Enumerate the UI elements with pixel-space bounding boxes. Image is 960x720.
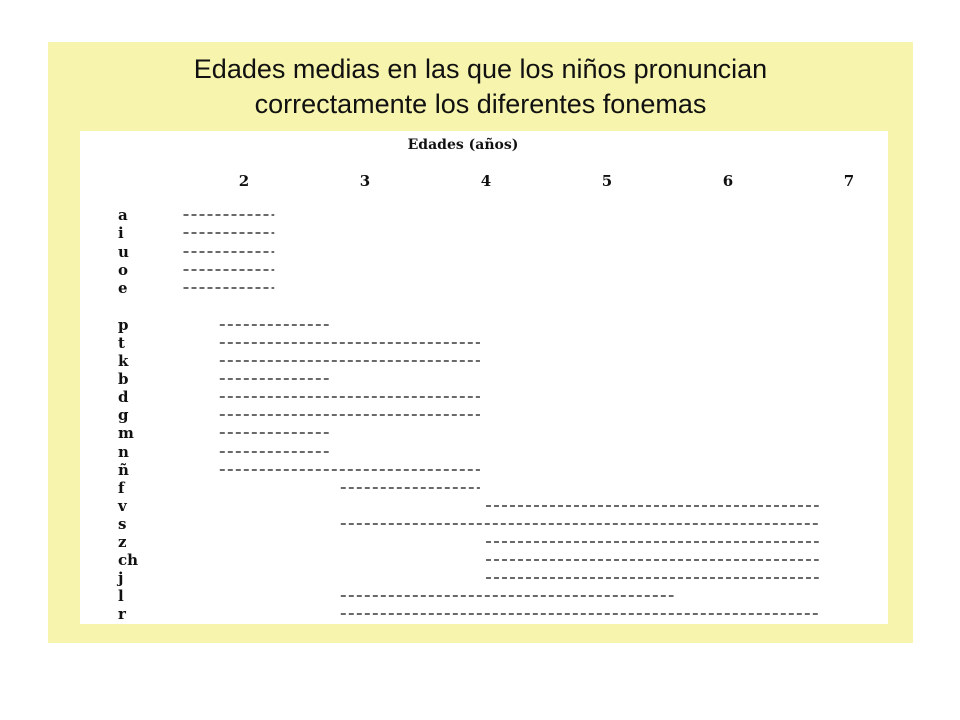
age-label: 4 <box>480 172 492 190</box>
phoneme-label: r <box>118 605 126 623</box>
phoneme-label: f <box>118 479 125 497</box>
phoneme-label: v <box>118 497 127 515</box>
ages-header: Edades (años) <box>407 137 519 153</box>
phoneme-label: a <box>118 206 128 224</box>
phoneme-label: i <box>118 224 124 242</box>
phoneme-label: z <box>118 533 127 551</box>
phoneme-label: n <box>118 443 129 461</box>
phoneme-label: t <box>118 334 125 352</box>
phoneme-label: o <box>118 261 129 279</box>
phoneme-label: ch <box>118 551 139 569</box>
phoneme-label: ñ <box>118 461 129 479</box>
age-label: 5 <box>601 172 613 190</box>
slide-title-line1: Edades medias en las que los niños pronuncian <box>193 54 768 84</box>
age-label: 3 <box>359 172 371 190</box>
phoneme-label: d <box>118 388 129 406</box>
phoneme-label: s <box>118 515 127 533</box>
phoneme-label: m <box>118 424 134 442</box>
slide-title-line2: correctamente los diferentes fonemas <box>254 89 707 119</box>
slide-title <box>48 52 913 122</box>
phoneme-label: b <box>118 370 129 388</box>
age-label: 2 <box>238 172 250 190</box>
age-label: 6 <box>722 172 734 190</box>
phoneme-label: j <box>118 569 124 587</box>
age-label: 7 <box>843 172 855 190</box>
phoneme-label: u <box>118 243 129 261</box>
phoneme-label: k <box>118 352 129 370</box>
phoneme-label: g <box>118 406 129 424</box>
phoneme-label: e <box>118 279 128 297</box>
phoneme-age-chart <box>80 131 888 624</box>
phoneme-age-table <box>80 131 888 624</box>
phoneme-label: p <box>118 316 129 334</box>
phoneme-label: l <box>118 587 124 605</box>
